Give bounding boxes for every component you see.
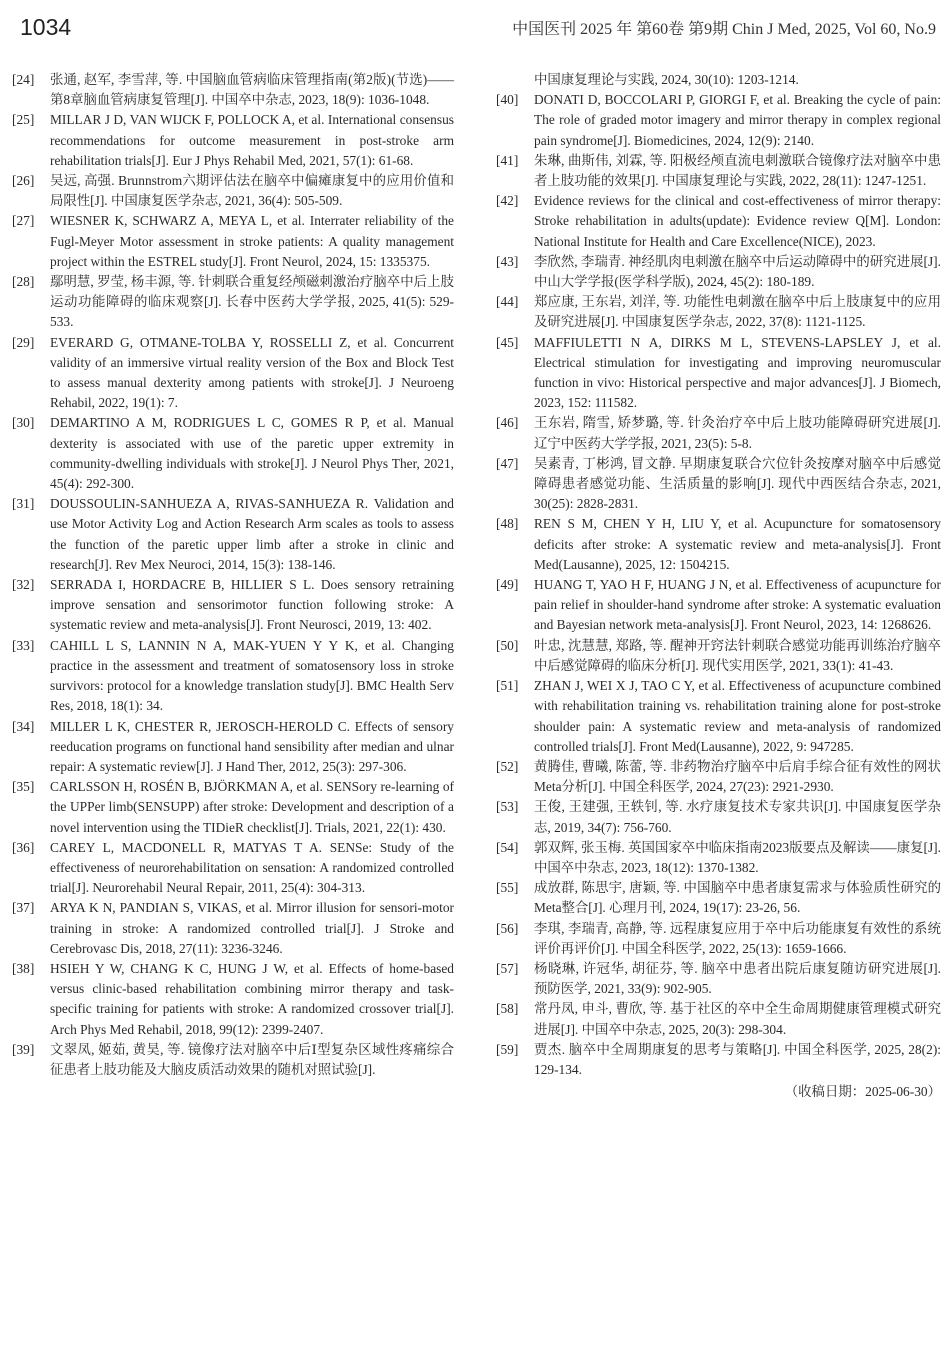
reference-text: 朱琳, 曲斯伟, 刘霖, 等. 阳极经颅直流电刺激联合镜像疗法对脑卒中患者上肢功能的效果[J]. 中国康复理论与实践, 2022, 28(11): 1247-1251. bbox=[534, 152, 941, 189]
reference-entry bbox=[12, 211, 454, 272]
reference-entry bbox=[12, 70, 454, 110]
reference-number: [25] bbox=[12, 112, 35, 128]
page-header bbox=[20, 12, 936, 42]
reference-number: [52] bbox=[496, 758, 519, 774]
reference-text: DOUSSOULIN-SANHUEZA A, RIVAS-SANHUEZA R. Validation and use Motor Activity Log and Action Research Arm scales as tools to assess the function of the paretic upper limb after a stroke in clinic and research[J]. Rev Mex Neuroci, 2014, 15(3): 138-146. bbox=[50, 496, 454, 572]
reference-entry bbox=[12, 898, 454, 959]
reference-entry bbox=[496, 676, 941, 757]
reference-number: [30] bbox=[12, 415, 35, 431]
reference-number: [45] bbox=[496, 334, 519, 350]
reference-number: [59] bbox=[496, 1041, 519, 1057]
reference-entry bbox=[496, 999, 941, 1039]
reference-number: [32] bbox=[12, 577, 35, 593]
reference-number: [38] bbox=[12, 960, 35, 976]
reference-text: 贾杰. 脑卒中全周期康复的思考与策略[J]. 中国全科医学, 2025, 28(2): 129-134. bbox=[534, 1041, 941, 1077]
reference-text: HSIEH Y W, CHANG K C, HUNG J W, et al. Effects of home-based versus clinic-based rehabilitation combining mirror therapy and task-specific training for patients with stroke: A randomized crossover trial[J]. Arch Phys Med Rehabil, 2018, 99(12): 2399-2407. bbox=[50, 960, 454, 1037]
journal-citation-line: 中国医刊 2025 年 第60卷 第9期 Chin J Med, 2025, Vol 60, No.9 bbox=[512, 21, 936, 38]
reference-text: Evidence reviews for the clinical and cost-effectiveness of mirror therapy: Stroke rehabilitation in adults(update): Evidence review Q[M]. London: National Institute for Health and Care Excellence(NICE), 2023. bbox=[534, 193, 941, 249]
reference-text: MAFFIULETTI N A, DIRKS M L, STEVENS-LAPSLEY J, et al. Electrical stimulation for investigating and improving neuromuscular function in vivo: Historical perspective and major advances[J]. J Biomech, 2023, 152: 111582. bbox=[534, 334, 941, 411]
reference-entry bbox=[496, 514, 941, 575]
reference-text: HUANG T, YAO H F, HUANG J N, et al. Effectiveness of acupuncture for pain relief in shoulder-hand syndrome after stroke: A systematic evaluation and Bayesian network meta-analysis[J]. Front Neurol, 2023, 14: 1268626. bbox=[534, 577, 941, 633]
reference-number: [56] bbox=[496, 920, 519, 936]
reference-entry bbox=[12, 636, 454, 717]
reference-text: SERRADA I, HORDACRE B, HILLIER S L. Does sensory retraining improve sensation and sensorimotor function following stroke: A systematic review and meta-analysis[J]. Front Neurosci, 2019, 13: 402. bbox=[50, 577, 454, 633]
reference-entry bbox=[496, 90, 941, 151]
reference-number: [47] bbox=[496, 455, 519, 471]
reference-number: [37] bbox=[12, 900, 35, 916]
reference-number: [44] bbox=[496, 294, 519, 310]
reference-number: [33] bbox=[12, 637, 35, 653]
page-number: 1034 bbox=[20, 14, 72, 40]
reference-number: [51] bbox=[496, 678, 519, 694]
reference-entry bbox=[12, 333, 454, 414]
reference-number: [46] bbox=[496, 415, 519, 431]
reference-entry bbox=[496, 757, 941, 797]
reference-text: 杨晓琳, 许冠华, 胡征芬, 等. 脑卒中患者出院后康复随访研究进展[J]. 预防医学, 2021, 33(9): 902-905. bbox=[534, 960, 941, 997]
reference-number: [42] bbox=[496, 193, 519, 209]
reference-text: 常丹凤, 申斗, 曹欣, 等. 基于社区的卒中全生命周期健康管理模式研究进展[J]. 中国卒中杂志, 2025, 20(3): 298-304. bbox=[534, 1001, 941, 1037]
reference-entry bbox=[12, 494, 454, 575]
reference-entry bbox=[496, 919, 941, 959]
reference-number: [48] bbox=[496, 516, 519, 532]
reference-text: DONATI D, BOCCOLARI P, GIORGI F, et al. Breaking the cycle of pain: The role of graded motor imagery and mirror therapy in complex regional pain syndrome[J]. Biomedicines, 2024, 12(9): 2140. bbox=[534, 92, 941, 148]
reference-entry bbox=[12, 838, 454, 899]
reference-entry bbox=[12, 777, 454, 838]
reference-number: [29] bbox=[12, 334, 35, 350]
reference-number: [49] bbox=[496, 577, 519, 593]
reference-text: 王东岩, 隋雪, 矫梦璐, 等. 针灸治疗卒中后上肢功能障碍研究进展[J]. 辽宁中医药大学学报, 2021, 23(5): 5-8. bbox=[534, 415, 941, 451]
reference-text: ZHAN J, WEI X J, TAO C Y, et al. Effectiveness of acupuncture combined with rehabilitation training vs. rehabilitation training alone for post-stroke shoulder pain: A systematic review and meta-analysis of randomized controlled trials[J]. Front Med(Lausanne), 2022, 9: 947285. bbox=[534, 678, 941, 754]
reference-number: [24] bbox=[12, 72, 35, 87]
reference-number: [57] bbox=[496, 960, 519, 976]
reference-text: 黄腾佳, 曹曦, 陈蕾, 等. 非药物治疗脑卒中后肩手综合征有效性的网状Meta分析[J]. 中国全科医学, 2024, 27(23): 2921-2930. bbox=[534, 758, 941, 795]
reference-number: [39] bbox=[12, 1041, 35, 1057]
reference-text: 李琪, 李瑞青, 高静, 等. 远程康复应用于卒中后功能康复有效性的系统评价再评价[J]. 中国全科医学, 2022, 25(13): 1659-1666. bbox=[534, 920, 941, 956]
reference-number: [40] bbox=[496, 92, 519, 108]
reference-entry bbox=[496, 838, 941, 878]
reference-entry bbox=[496, 878, 941, 918]
reference-number: [27] bbox=[12, 213, 35, 229]
reference-number: [26] bbox=[12, 173, 35, 189]
reference-text: MILLER L K, CHESTER R, JEROSCH-HEROLD C. Effects of sensory reeducation programs on functional hand sensibility after median and ulnar repair: A systematic review[J]. J Hand Ther, 2012, 25(3): 297-306. bbox=[50, 718, 454, 774]
reference-entry bbox=[496, 333, 941, 414]
reference-entry bbox=[496, 636, 941, 676]
reference-entry bbox=[12, 171, 454, 211]
reference-number: [50] bbox=[496, 637, 519, 653]
reference-number: [31] bbox=[12, 496, 35, 512]
reference-column-right bbox=[496, 70, 941, 1102]
reference-entry bbox=[12, 272, 454, 333]
reference-entry bbox=[12, 413, 454, 494]
reference-text: 郑应康, 王东岩, 刘洋, 等. 功能性电刺激在脑卒中后上肢康复中的应用及研究进展[J]. 中国康复医学杂志, 2022, 37(8): 1121-1125. bbox=[534, 294, 941, 330]
reference-number: [53] bbox=[496, 799, 519, 815]
reference-number: [41] bbox=[496, 152, 519, 168]
reference-number: [55] bbox=[496, 880, 519, 896]
reference-entry bbox=[496, 191, 941, 252]
reference-entry bbox=[496, 959, 941, 999]
reference-entry bbox=[496, 151, 941, 191]
reference-text: DEMARTINO A M, RODRIGUES L C, GOMES R P, et al. Manual dexterity is associated with use of the paretic upper extremity in community-dwelling individuals with stroke[J]. J Neurol Phys Ther, 2021, 45(4): 292-300. bbox=[50, 415, 454, 492]
reference-continuation: 中国康复理论与实践, 2024, 30(10): 1203-1214. bbox=[534, 72, 799, 87]
reference-text: ARYA K N, PANDIAN S, VIKAS, et al. Mirror illusion for sensori-motor training in stroke: A randomized controlled trial[J]. J Stroke and Cerebrovasc Dis, 2018, 27(11): 3236-3246. bbox=[50, 900, 454, 956]
reference-entry bbox=[12, 717, 454, 778]
reference-number: [54] bbox=[496, 839, 519, 855]
reference-entry bbox=[496, 413, 941, 453]
reference-text: 鄢明慧, 罗莹, 杨丰源, 等. 针刺联合重复经颅磁刺激治疗脑卒中后上肢运动功能障碍的临床观察[J]. 长春中医药大学学报, 2025, 41(5): 529-533. bbox=[50, 274, 454, 330]
reference-number: [43] bbox=[496, 253, 519, 269]
reference-entry bbox=[496, 454, 941, 515]
reference-column-left bbox=[12, 70, 454, 1080]
reference-text: 张通, 赵军, 李雪萍, 等. 中国脑血管病临床管理指南(第2版)(节选)——第8章脑血管病康复管理[J]. 中国卒中杂志, 2023, 18(9): 1036-1048. bbox=[50, 72, 454, 108]
reference-entry bbox=[12, 1040, 454, 1080]
reference-text: CAREY L, MACDONELL R, MATYAS T A. SENSe: Study of the effectiveness of neurorehabilitation on sensation: A randomized controlled trial[J]. Neurorehabil Neural Repair, 2011, 25(4): 304-313. bbox=[50, 839, 454, 896]
reference-text: WIESNER K, SCHWARZ A, MEYA L, et al. Interrater reliability of the Fugl-Meyer Motor assessment in stroke patients: A quality management project within the ESTREL study[J]. Front Neurol, 2024, 15: 1335375. bbox=[50, 213, 454, 269]
reference-text: 王俊, 王建强, 王轶钊, 等. 水疗康复技术专家共识[J]. 中国康复医学杂志, 2019, 34(7): 756-760. bbox=[534, 799, 941, 835]
reference-entry bbox=[496, 252, 941, 292]
reference-entry bbox=[496, 797, 941, 837]
reference-text: CARLSSON H, ROSÉN B, BJÖRKMAN A, et al. SENSory re-learning of the UPPer limb(SENSUPP) after stroke: Development and description of a novel intervention using the TIDieR checklist[J]. Trials, 2021, 22(1): 430. bbox=[50, 779, 454, 835]
reference-text: 李欣然, 李瑞青. 神经肌肉电刺激在脑卒中后运动障碍中的研究进展[J]. 中山大学学报(医学科学版), 2024, 45(2): 180-189. bbox=[534, 253, 941, 290]
reference-number: [36] bbox=[12, 839, 35, 855]
received-date: （收稿日期：2025-06-30） bbox=[784, 1084, 941, 1100]
reference-entry bbox=[496, 1040, 941, 1080]
reference-text: 吴远, 高强. Brunnstrom六期评估法在脑卒中偏瘫康复中的应用价值和局限性[J]. 中国康复医学杂志, 2021, 36(4): 505-509. bbox=[50, 173, 454, 209]
reference-number: [35] bbox=[12, 779, 35, 795]
reference-number: [34] bbox=[12, 718, 35, 734]
reference-text: REN S M, CHEN Y H, LIU Y, et al. Acupuncture for somatosensory deficits after stroke: A systematic review and meta-analysis[J]. Front Med(Lausanne), 2025, 12: 1504215. bbox=[534, 516, 941, 572]
reference-entry bbox=[12, 110, 454, 171]
reference-number: [58] bbox=[496, 1001, 519, 1017]
reference-entry bbox=[496, 575, 941, 636]
reference-text: 吴素青, 丁彬鸿, 冒文静. 早期康复联合穴位针灸按摩对脑卒中后感觉障碍患者感觉功能、生活质量的影响[J]. 现代中西医结合杂志, 2021, 30(25): 2828-2831. bbox=[534, 455, 941, 512]
reference-text: 郭双辉, 张玉梅. 英国国家卒中临床指南2023版要点及解读——康复[J]. 中国卒中杂志, 2023, 18(12): 1370-1382. bbox=[534, 839, 941, 875]
reference-entry bbox=[496, 292, 941, 332]
reference-number: [28] bbox=[12, 274, 35, 290]
reference-entry bbox=[12, 959, 454, 1040]
reference-list-right bbox=[496, 90, 941, 1080]
reference-text: EVERARD G, OTMANE-TOLBA Y, ROSSELLI Z, et al. Concurrent validity of an immersive virtual reality version of the Box and Block Test to assess manual dexterity among patients with stroke[J]. J Neuroeng Rehabil, 2022, 19(1): 7. bbox=[50, 334, 454, 411]
reference-text: 文翠凤, 姬茹, 黄昊, 等. 镜像疗法对脑卒中后Ⅰ型复杂区域性疼痛综合征患者上肢功能及大脑皮质活动效果的随机对照试验[J]. bbox=[50, 1041, 454, 1077]
reference-text: 叶忠, 沈慧慧, 郑路, 等. 醒神开窍法针刺联合感觉功能再训练治疗脑卒中后感觉障碍的临床分析[J]. 现代实用医学, 2021, 33(1): 41-43. bbox=[534, 637, 941, 673]
reference-text: CAHILL L S, LANNIN N A, MAK-YUEN Y Y K, et al. Changing practice in the assessment and treatment of somatosensory loss in stroke survivors: protocol for a knowledge translation study[J]. BMC Health Serv Res, 2018, 18(1): 34. bbox=[50, 637, 454, 714]
reference-text: MILLAR J D, VAN WIJCK F, POLLOCK A, et al. International consensus recommendations for outcome measurement in post-stroke arm rehabilitation trials[J]. Eur J Phys Rehabil Med, 2021, 57(1): 61-68. bbox=[50, 112, 454, 168]
reference-entry bbox=[12, 575, 454, 636]
reference-text: 成放群, 陈思宇, 唐颖, 等. 中国脑卒中患者康复需求与体验质性研究的Meta整合[J]. 心理月刊, 2024, 19(17): 23-26, 56. bbox=[534, 880, 941, 916]
